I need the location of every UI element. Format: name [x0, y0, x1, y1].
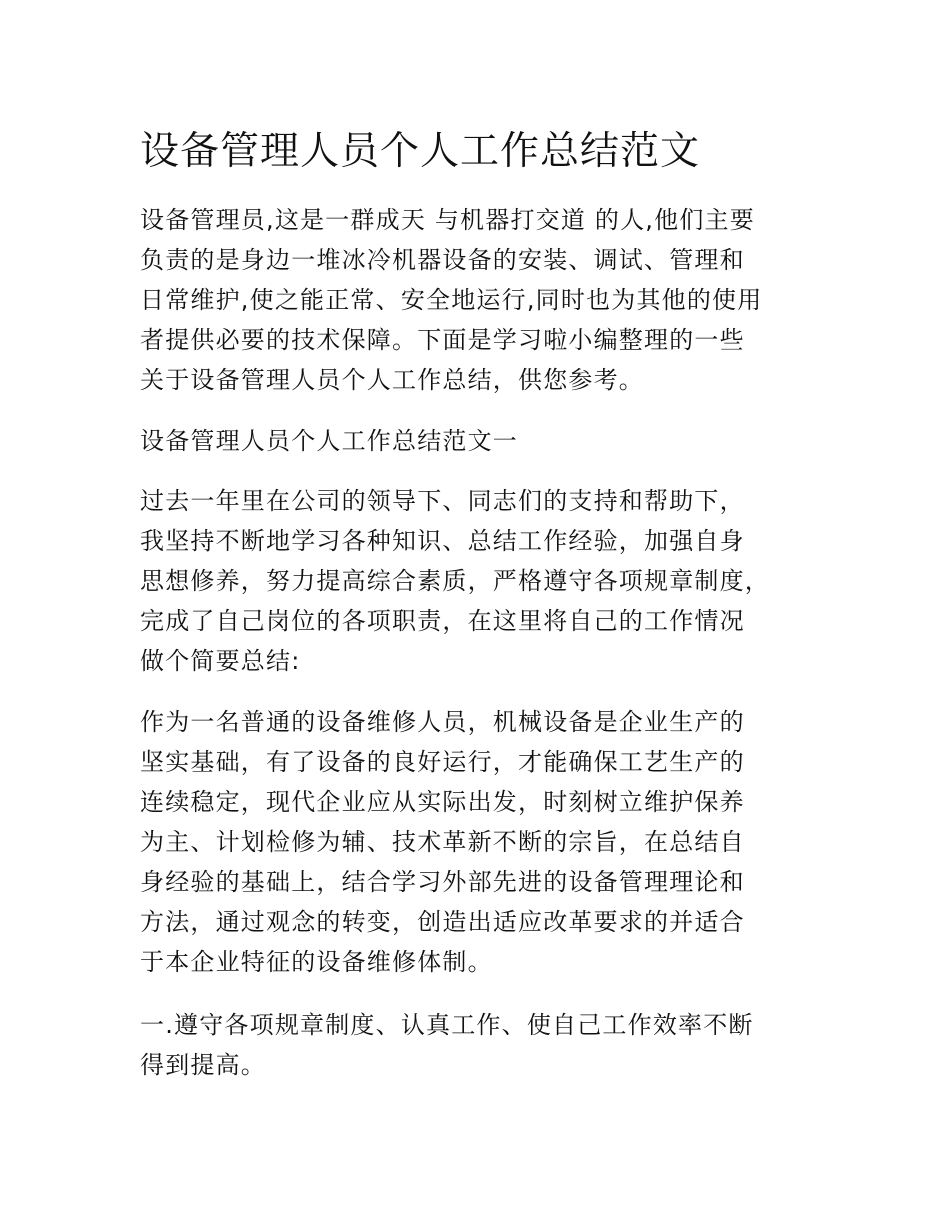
text-line: 日常维护,使之能正常、安全地运行,同时也为其他的使用 — [140, 286, 763, 314]
body-paragraph — [140, 702, 745, 982]
text-line: 思想修养，努力提高综合素质，严格遵守各项规章制度， — [140, 567, 770, 595]
text-line: 完成了自己岗位的各项职责，在这里将自己的工作情况 — [140, 607, 745, 635]
document-title: 设备管理人员个人工作总结范文 — [140, 129, 701, 174]
text-line: 坚实基础，有了设备的良好运行，才能确保工艺生产的 — [140, 748, 745, 776]
intro-paragraph — [140, 200, 762, 400]
text-line: 方法，通过观念的转变，创造出适应改革要求的并适合 — [140, 908, 745, 936]
text-line: 负责的是身边一堆冰冷机器设备的安装、调试、管理和 — [140, 246, 745, 274]
text-line: 者提供必要的技术保障。下面是学习啦小编整理的一些 — [140, 326, 745, 354]
text-line: 为主、计划检修为辅、技术革新不断的宗旨，在总结自 — [140, 828, 745, 856]
text-line: 关于设备管理人员个人工作总结，供您参考。 — [140, 366, 644, 394]
body-paragraph — [140, 481, 770, 681]
text-line: 连续稳定，现代企业应从实际出发，时刻树立维护保养 — [140, 788, 745, 816]
text-line: 一.遵守各项规章制度、认真工作、使自己工作效率不断 — [140, 1011, 754, 1039]
text-line: 我坚持不断地学习各种知识、总结工作经验，加强自身 — [140, 527, 745, 555]
text-line: 做个简要总结: — [140, 647, 301, 675]
text-line: 作为一名普通的设备维修人员，机械设备是企业生产的 — [140, 708, 745, 736]
section-heading — [140, 421, 518, 461]
text-line: 设备管理人员个人工作总结范文一 — [140, 427, 518, 455]
text-line: 身经验的基础上，结合学习外部先进的设备管理理论和 — [140, 868, 745, 896]
text-line: 于本企业特征的设备维修体制。 — [140, 948, 493, 976]
text-line: 设备管理员,这是一群成天 与机器打交道 的人,他们主要 — [140, 206, 755, 234]
text-line: 得到提高。 — [140, 1051, 266, 1079]
numbered-heading — [140, 1005, 754, 1085]
text-line: 过去一年里在公司的领导下、同志们的支持和帮助下， — [140, 487, 745, 515]
